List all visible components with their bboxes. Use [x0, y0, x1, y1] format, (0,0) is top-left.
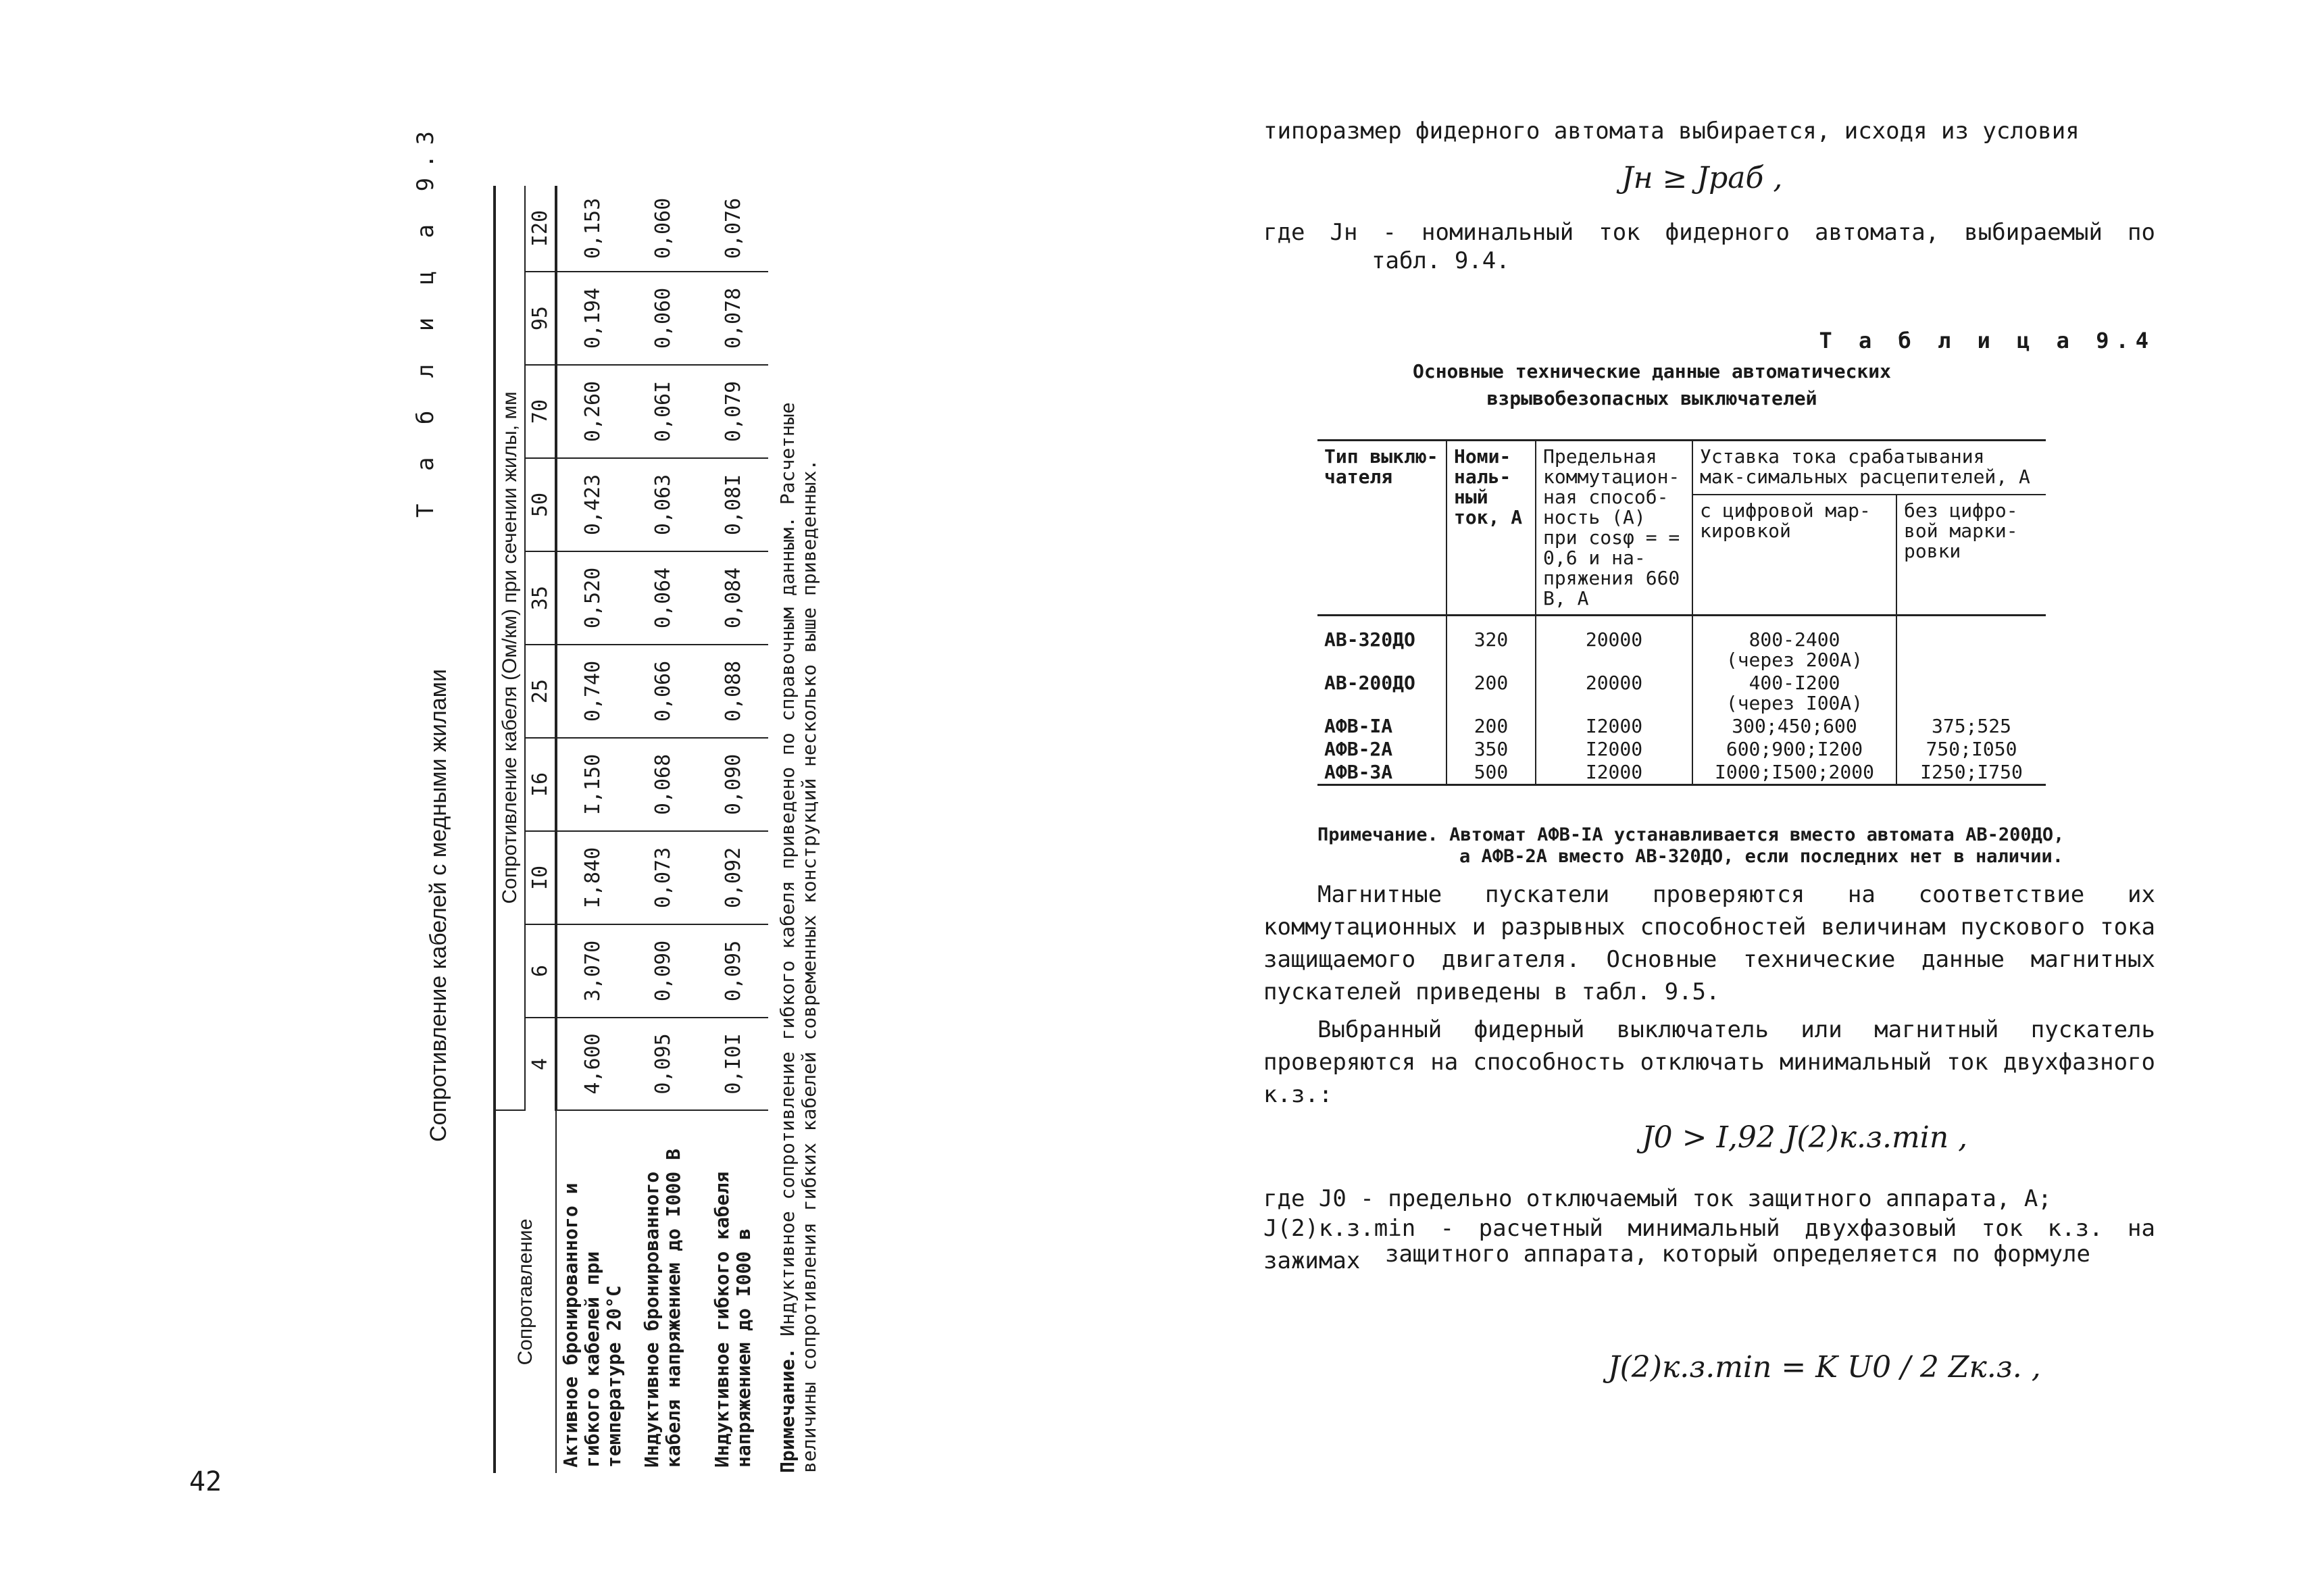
- cell-capacity: I2000: [1536, 761, 1692, 785]
- cell: 0,092: [698, 831, 768, 924]
- cell-digital: 600;900;I200: [1692, 738, 1896, 761]
- table-9-4-note-line-2: а АФВ-2А вместо АВ-320ДО, если последних нет в наличии.: [1459, 846, 2064, 867]
- table-row: [628, 186, 698, 1473]
- cell-digital-step: (через 200А): [1726, 649, 1863, 671]
- table-9-4-note: [1317, 824, 2101, 868]
- cell: 0,153: [556, 186, 628, 272]
- table-9-4-title-line-2: взрывобезопасных выключателей: [1486, 387, 1817, 409]
- paragraph-3: Магнитные пускатели проверяются на соответствие их коммутационных и разрывных способностей величинам пускового тока защищаемого двигателя. Основные технические данные магнитных пускателей приведены в табл. 9.5.: [1263, 881, 2155, 1005]
- cell: 0,740: [556, 645, 628, 738]
- paragraph-5-line-2: J(2)к.з.min - расчетный минимальный двухфазовый ток к.з. на зажимах: [1263, 1215, 2155, 1274]
- paragraph-2-line-2: табл. 9.4.: [1372, 247, 1510, 274]
- table-9-3: [493, 186, 768, 1473]
- cell: 0,260: [556, 365, 628, 458]
- cell: 0,095: [698, 924, 768, 1018]
- cell-type: АВ-320ДО: [1324, 628, 1415, 651]
- table-row: [1317, 672, 2046, 715]
- cell: 0,084: [698, 551, 768, 645]
- cell-digital: I000;I500;2000: [1692, 761, 1896, 785]
- cell: 0,I0I: [698, 1018, 768, 1110]
- cell-type: АФВ-3А: [1317, 761, 1447, 785]
- cell-type: АФВ-IА: [1324, 715, 1393, 737]
- cell-digital-range: 800-2400: [1749, 628, 1840, 651]
- section-col: 4: [525, 1018, 556, 1110]
- cell-capacity: I2000: [1536, 738, 1692, 761]
- table-9-3-head-first: Сопротавление: [495, 1110, 556, 1473]
- cell-nominal: 200: [1447, 715, 1536, 738]
- paragraph-5-line-3: защитного аппарата, который определяется по формуле: [1385, 1241, 2090, 1268]
- cell-capacity: 20000: [1536, 672, 1692, 715]
- formula-2: J0 > I,92 J(2)к.з.min ,: [1642, 1120, 1968, 1155]
- table-row: [1317, 715, 2046, 738]
- table-row: [1317, 616, 2046, 672]
- cell: 0,088: [698, 645, 768, 738]
- cell: 0,079: [698, 365, 768, 458]
- row-label: Активное бронированного и гибкого кабелей при температуре 20°С: [559, 1182, 625, 1468]
- note-label: Примечание.: [776, 1347, 799, 1473]
- cell-digital: 300;450;600: [1692, 715, 1896, 738]
- paragraph-1: типоразмер фидерного автомата выбирается, исходя из условия: [1263, 118, 2080, 145]
- section-col: I6: [525, 738, 556, 831]
- cell: 0,423: [556, 458, 628, 551]
- head-digital: с цифровой мар-кировкой: [1692, 495, 1896, 616]
- cell-digital-range: 400-I200: [1749, 672, 1840, 694]
- cell: 0,095: [628, 1018, 698, 1110]
- cell: 0,090: [628, 924, 698, 1018]
- cell-nodigital: 375;525: [1896, 715, 2046, 738]
- cell: 0,066: [628, 645, 698, 738]
- cell: I,150: [556, 738, 628, 831]
- cell: 0,194: [556, 272, 628, 365]
- table-9-4: [1317, 439, 2046, 786]
- cell-nodigital: [1896, 616, 2046, 672]
- cell: 0,08I: [698, 458, 768, 551]
- cell: 0,090: [698, 738, 768, 831]
- cell-nominal: 200: [1447, 672, 1536, 715]
- head-nominal: Номи-наль-ный ток, А: [1447, 441, 1536, 616]
- row-label: Индуктивное гибкого кабеля напряжением до I000 в: [711, 1171, 755, 1468]
- table-9-3-rotated: [378, 122, 919, 1473]
- cell: 3,070: [556, 924, 628, 1018]
- head-nodigital: без цифро-вой марки-ровки: [1896, 495, 2046, 616]
- table-9-3-title: Сопротивление кабелей с медными жилами: [426, 669, 451, 1142]
- table-9-3-label: Т а б л и ц а 9.3: [412, 122, 439, 518]
- formula-1: Jн ≥ Jраб ,: [1621, 161, 1783, 195]
- cell-capacity: I2000: [1536, 715, 1692, 738]
- table-9-3-note: [777, 338, 820, 1473]
- paragraph-2-line-1: где Jн - номинальный ток фидерного автомата, выбираемый по: [1263, 219, 2155, 246]
- cell-type: АВ-200ДО: [1324, 672, 1415, 694]
- cell-digital: [1692, 616, 1896, 672]
- cell: 0,520: [556, 551, 628, 645]
- cell: 4,600: [556, 1018, 628, 1110]
- section-col: 50: [525, 458, 556, 551]
- cell: I,840: [556, 831, 628, 924]
- section-col: I20: [525, 186, 556, 272]
- note-text: Индуктивное сопротивление гибкого кабеля приведено по справочным данным. Расчетные величины сопротивления гибких кабелей современных конструкций несколько выше приведенных.: [776, 402, 820, 1473]
- head-capacity: Предельная коммутацион-ная способ-ность (А) при cosφ = = 0,6 и на-пряжения 660 В, А: [1536, 441, 1692, 616]
- cell-digital-step: (через I00А): [1726, 692, 1863, 714]
- cell-capacity: 20000: [1536, 616, 1692, 672]
- cell-digital: [1692, 672, 1896, 715]
- cell: 0,06I: [628, 365, 698, 458]
- table-9-3-head-group: Сопротивление кабеля (Ом/км) при сечении жилы, мм: [495, 186, 525, 1110]
- table-row: [556, 186, 628, 1473]
- row-label: Индуктивное бронированного кабеля напряжением до I000 В: [640, 1148, 684, 1468]
- table-row: [1317, 738, 2046, 761]
- cell: 0,064: [628, 551, 698, 645]
- cell-nominal: 500: [1447, 761, 1536, 785]
- cell: 0,076: [698, 186, 768, 272]
- table-9-4-title-line-1: Основные технические данные автоматических: [1412, 360, 1891, 382]
- cell: 0,060: [628, 186, 698, 272]
- table-9-4-note-line-1: Примечание. Автомат АФВ-IА устанавливается вместо автомата АВ-200ДО,: [1317, 824, 2065, 845]
- page-number: 42: [189, 1466, 222, 1497]
- formula-3: J(2)к.з.min = K U0 / 2 Zк.з. ,: [1608, 1350, 2041, 1385]
- cell-nodigital: 750;I050: [1896, 738, 2046, 761]
- table-9-4-title: [1263, 358, 2040, 412]
- cell: 0,073: [628, 831, 698, 924]
- cell-nominal: 320: [1447, 616, 1536, 672]
- section-col: 95: [525, 272, 556, 365]
- cell-type: АФВ-2А: [1324, 738, 1393, 760]
- head-setting: Уставка тока срабатывания мак-симальных расцепителей, А: [1692, 441, 2046, 495]
- section-col: 25: [525, 645, 556, 738]
- head-type: Тип выклю-чателя: [1317, 441, 1447, 616]
- section-col: 70: [525, 365, 556, 458]
- table-row: [698, 186, 768, 1473]
- cell-nodigital: [1896, 672, 2046, 715]
- table-row: [1317, 761, 2046, 785]
- section-col: 35: [525, 551, 556, 645]
- paragraph-5-line-1: где J0 - предельно отключаемый ток защитного аппарата, А;: [1263, 1185, 2052, 1212]
- cell: 0,078: [698, 272, 768, 365]
- cell: 0,068: [628, 738, 698, 831]
- cell-nominal: 350: [1447, 738, 1536, 761]
- paragraph-4: Выбранный фидерный выключатель или магнитный пускатель проверяются на способность отключать минимальный ток двухфазного к.з.:: [1263, 1016, 2155, 1108]
- section-col: 6: [525, 924, 556, 1018]
- cell: 0,063: [628, 458, 698, 551]
- cell-nodigital: I250;I750: [1896, 761, 2046, 785]
- section-col: I0: [525, 831, 556, 924]
- table-9-4-label: Т а б л и ц а 9.4: [1819, 328, 2155, 353]
- cell: 0,060: [628, 272, 698, 365]
